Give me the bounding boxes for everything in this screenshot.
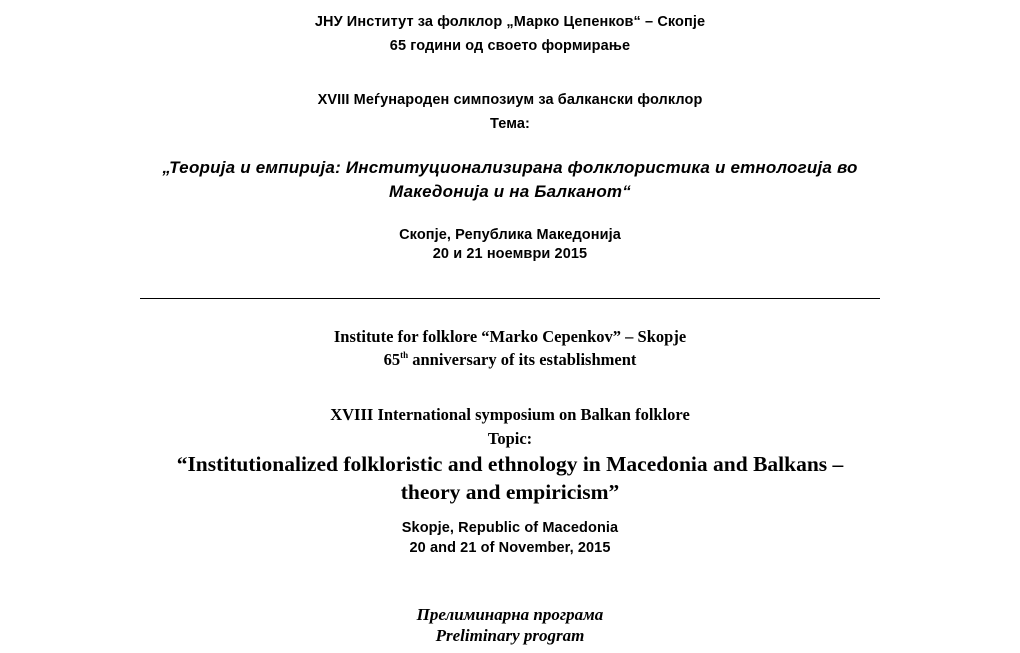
mk-topic-label: Тема: [490,116,530,132]
mk-dates-line: 20 и 21 ноември 2015 [432,246,588,262]
en-topic-line-2: theory and empiricism” [400,480,620,504]
en-anniversary-text: anniversary of its establishment [408,350,637,369]
mk-institute-line: ЈНУ Институт за фолклор „Марко Цепенков“ – Скопје [314,14,706,30]
mk-topic-line-1: „Теорија и емпирија: Институционализирана фолклористика и етнологија во [162,158,858,177]
en-anniversary-number: 65 [383,350,401,369]
en-symposium-title: XVIII International symposium on Balkan folklore [330,405,690,424]
en-dates-line: 20 and 21 of November, 2015 [409,540,611,556]
en-anniversary-line [0,350,1020,370]
en-topic-label: Topic: [487,429,533,448]
mk-place-line: Скопје, Република Македонија [399,227,621,243]
mk-symposium-title: XVIII Меѓународен симпозиум за балкански фолклор [317,92,703,108]
mk-topic-line-2: Македонија и на Балканот“ [389,182,631,201]
en-place-line: Skopje, Republic of Macedonia [401,520,619,536]
en-topic-line-1: “Institutionalized folkloristic and ethnology in Macedonia and Balkans – [176,452,844,476]
section-divider [140,298,880,299]
program-title-en: Preliminary program [435,626,585,645]
mk-anniversary-line: 65 години од своето формирање [389,38,631,54]
program-title-mk: Прелиминарна програма [416,605,604,624]
en-anniversary-superscript: th [400,350,409,360]
en-institute-line: Institute for folklore “Marko Cepenkov” – Skopje [333,327,687,346]
